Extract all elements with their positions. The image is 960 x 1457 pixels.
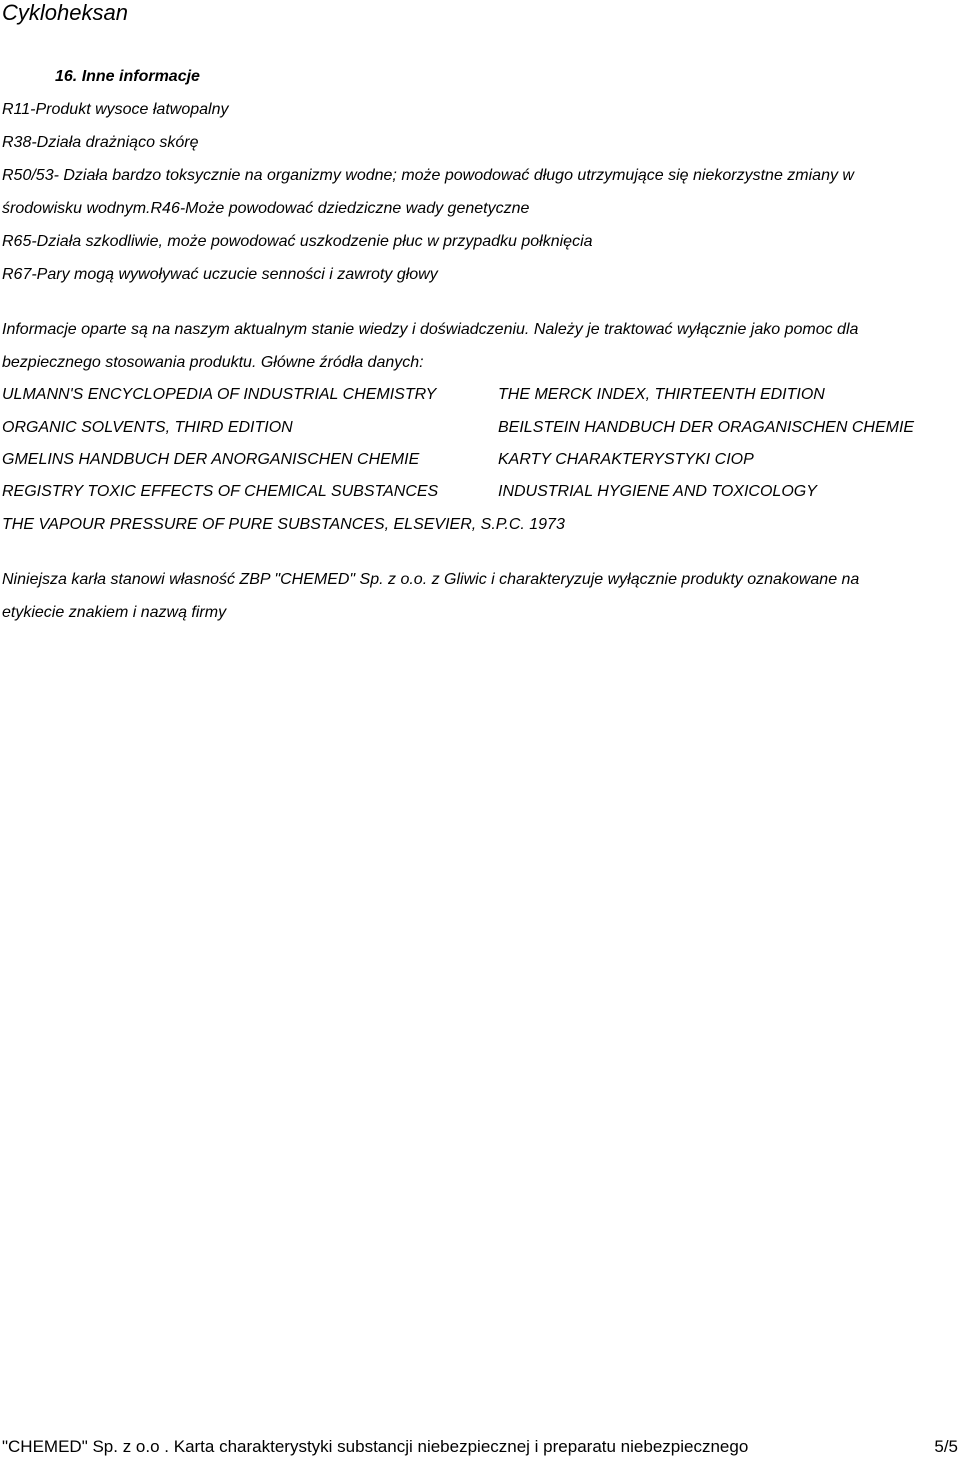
source-right-3: KARTY CHARAKTERYSTYKI CIOP (498, 451, 754, 468)
source-right-2: BEILSTEIN HANDBUCH DER ORAGANISCHEN CHEMIE (498, 419, 915, 436)
footer-text: "CHEMED" Sp. z o.o . Karta charakterystyki substancji niebezpiecznej i preparatu niebezpiecznego (2, 1437, 749, 1456)
info-paragraph-line-2: bezpiecznego stosowania produktu. Główne źródła danych: (2, 354, 424, 371)
section-heading: 16. Inne informacje (55, 68, 200, 85)
r-phrase-r67: R67-Pary mogą wywoływać uczucie senności i zawroty głowy (2, 266, 438, 283)
info-paragraph-line-1: Informacje oparte są na naszym aktualnym stanie wiedzy i doświadczeniu. Należy je traktować wyłącznie jako pomoc dla (2, 321, 859, 338)
r-phrase-r65: R65-Działa szkodliwie, może powodować uszkodzenie płuc w przypadku połknięcia (2, 233, 593, 250)
source-right-4: INDUSTRIAL HYGIENE AND TOXICOLOGY (498, 483, 817, 500)
ownership-line-2: etykiecie znakiem i nazwą firmy (2, 604, 227, 621)
ownership-line-1: Niniejsza karła stanowi własność ZBP "CHEMED" Sp. z o.o. z Gliwic i charakteryzuje wyłącznie produkty oznakowane na (2, 571, 860, 588)
source-right-1: THE MERCK INDEX, THIRTEENTH EDITION (498, 386, 825, 403)
page-number: 5/5 (934, 1437, 958, 1456)
document-title: Cykloheksan (2, 0, 128, 25)
r-phrase-r50-53: R50/53- Działa bardzo toksycznie na organizmy wodne; może powodować długo utrzymujące się niekorzystne zmiany w (2, 167, 854, 184)
source-left-2: ORGANIC SOLVENTS, THIRD EDITION (2, 419, 293, 436)
r-phrase-r11: R11-Produkt wysoce łatwopalny (2, 101, 229, 118)
r-phrase-r46: środowisku wodnym.R46-Może powodować dziedziczne wady genetyczne (2, 200, 530, 217)
source-left-5: THE VAPOUR PRESSURE OF PURE SUBSTANCES, ELSEVIER, S.P.C. 1973 (2, 516, 565, 533)
source-left-3: GMELINS HANDBUCH DER ANORGANISCHEN CHEMIE (2, 451, 420, 468)
r-phrase-r38: R38-Działa drażniąco skórę (2, 134, 199, 151)
source-left-4: REGISTRY TOXIC EFFECTS OF CHEMICAL SUBSTANCES (2, 483, 439, 500)
source-left-1: ULMANN'S ENCYCLOPEDIA OF INDUSTRIAL CHEMISTRY (2, 386, 437, 403)
